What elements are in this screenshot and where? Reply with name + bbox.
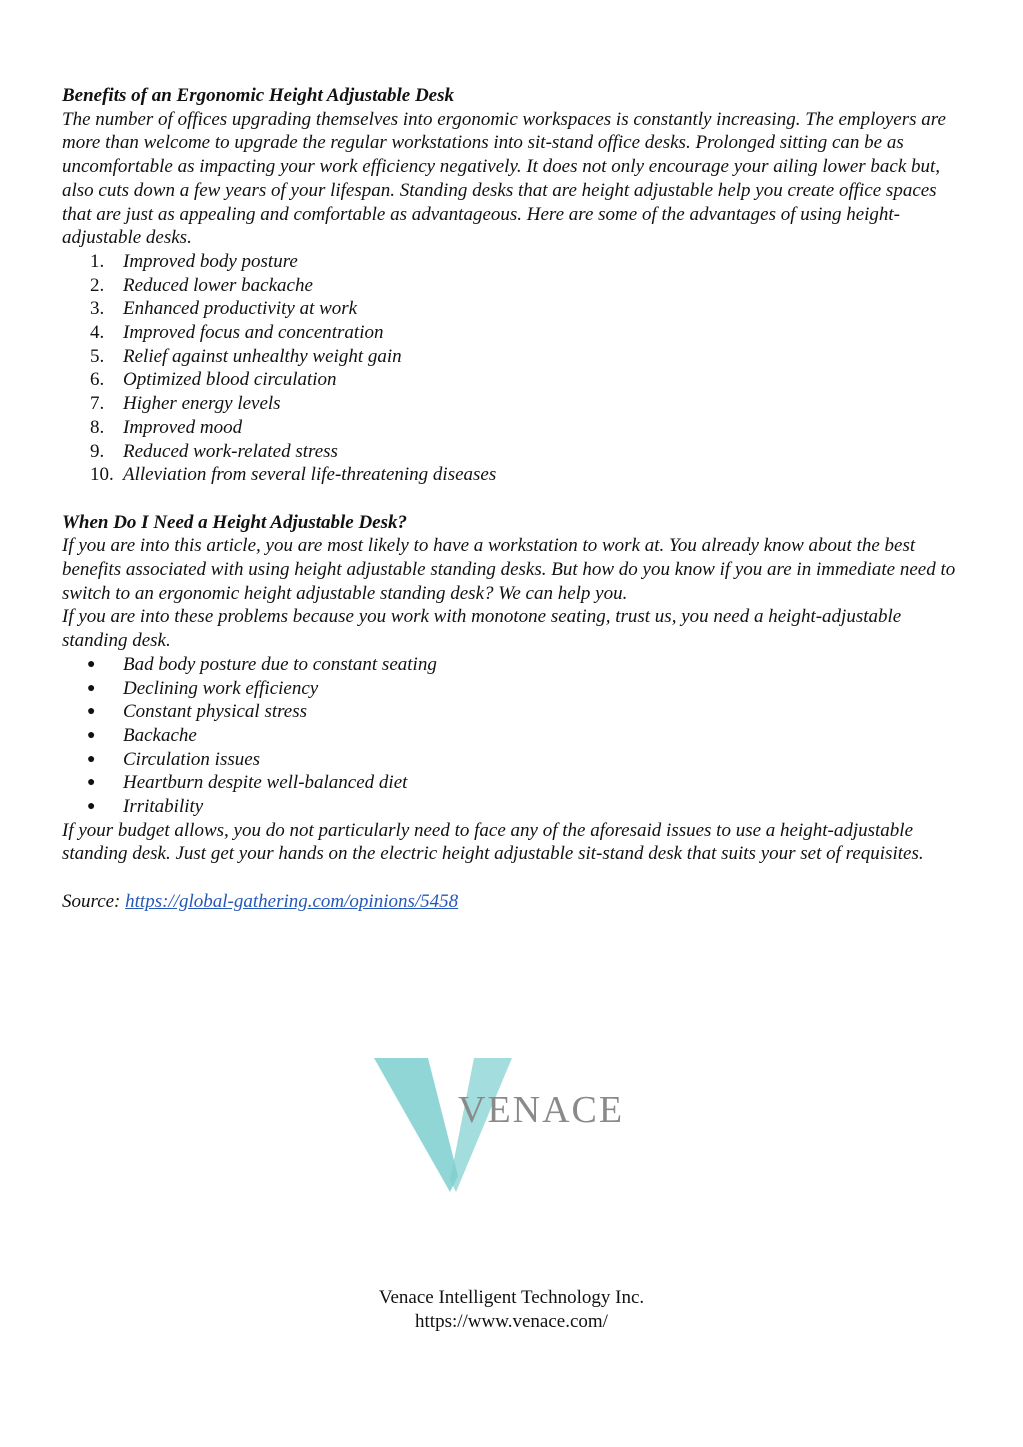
bullet-icon: ● xyxy=(87,751,96,767)
list-item: 8. Improved mood xyxy=(90,416,243,438)
when-paragraph-2: If you are into these problems because you work with monotone seating, trust us, you need a height-adjustable standing desk. xyxy=(62,606,902,652)
problems-bullet-list xyxy=(62,653,962,819)
venace-logo-mark xyxy=(370,1052,640,1194)
bullet-icon: ● xyxy=(87,727,96,743)
list-item: 1. Improved body posture xyxy=(90,250,298,272)
list-item: ● Circulation issues xyxy=(87,748,261,770)
list-item: 9. Reduced work-related stress xyxy=(90,440,338,462)
list-item: ● Irritability xyxy=(87,796,204,818)
bullet-icon: ● xyxy=(87,680,96,696)
spacer xyxy=(62,487,962,511)
venace-logo xyxy=(370,1052,640,1194)
list-item: ● Declining work efficiency xyxy=(87,677,319,699)
list-item: 5. Relief against unhealthy weight gain xyxy=(90,345,402,367)
list-item: ● Heartburn despite well-balanced diet xyxy=(87,772,408,794)
section-heading-benefits: Benefits of an Ergonomic Height Adjustable Desk xyxy=(62,85,454,106)
source-link[interactable]: https://global-gathering.com/opinions/5458 xyxy=(125,890,459,912)
document-body xyxy=(62,84,962,914)
list-item: 2. Reduced lower backache xyxy=(90,274,313,296)
list-item: 6. Optimized blood circulation xyxy=(90,369,337,391)
list-item: 4. Improved focus and concentration xyxy=(90,322,384,344)
when-paragraph-1: If you are into this article, you are most likely to have a workstation to work at. You already know about the best benefits associated with using height adjustable standing desks. But how do you know if you are in immediate need to switch to an ergonomic height adjustable standing desk? We can help you. xyxy=(62,535,956,604)
list-item: 3. Enhanced productivity at work xyxy=(90,298,358,320)
source-line xyxy=(62,890,962,914)
bullet-icon: ● xyxy=(87,775,96,791)
source-label: Source: xyxy=(62,890,126,912)
list-item: ● Bad body posture due to constant seating xyxy=(87,653,437,675)
list-item: 7. Higher energy levels xyxy=(90,393,281,415)
benefits-paragraph: The number of offices upgrading themselves into ergonomic workspaces is constantly increasing. The employers are more than welcome to upgrade the regular workstations into sit-stand office desks. Prolonged sitting can be as uncomfortable as impacting your work efficiency negatively. It does not only encourage your ailing lower back but, also cuts down a few years of your lifespan. Standing desks that are height adjustable help you create office spaces that are just as appealing and comfortable as advantageous. Here are some of the advantages of using height-adjustable desks. xyxy=(62,108,946,249)
footer-url[interactable]: https://www.venace.com/ xyxy=(415,1311,608,1332)
list-item: ● Backache xyxy=(87,724,197,746)
list-item: 10. Alleviation from several life-threatening diseases xyxy=(90,464,497,486)
logo-v-left-stroke xyxy=(374,1058,458,1192)
section-heading-when: When Do I Need a Height Adjustable Desk? xyxy=(62,511,407,533)
benefits-numbered-list xyxy=(62,250,962,487)
page-footer xyxy=(0,1286,1023,1334)
list-item: ● Constant physical stress xyxy=(87,701,308,723)
when-paragraph-3: If your budget allows, you do not particularly need to face any of the aforesaid issues to use a height-adjustable standing desk. Just get your hands on the electric height adjustable sit-stand desk that suits your set of requisites. xyxy=(62,819,924,865)
bullet-icon: ● xyxy=(87,799,96,815)
spacer xyxy=(62,866,962,890)
logo-wordmark: VENACE xyxy=(458,1089,625,1131)
bullet-icon: ● xyxy=(87,704,96,720)
footer-company: Venace Intelligent Technology Inc. xyxy=(378,1287,645,1308)
bullet-icon: ● xyxy=(87,656,96,672)
